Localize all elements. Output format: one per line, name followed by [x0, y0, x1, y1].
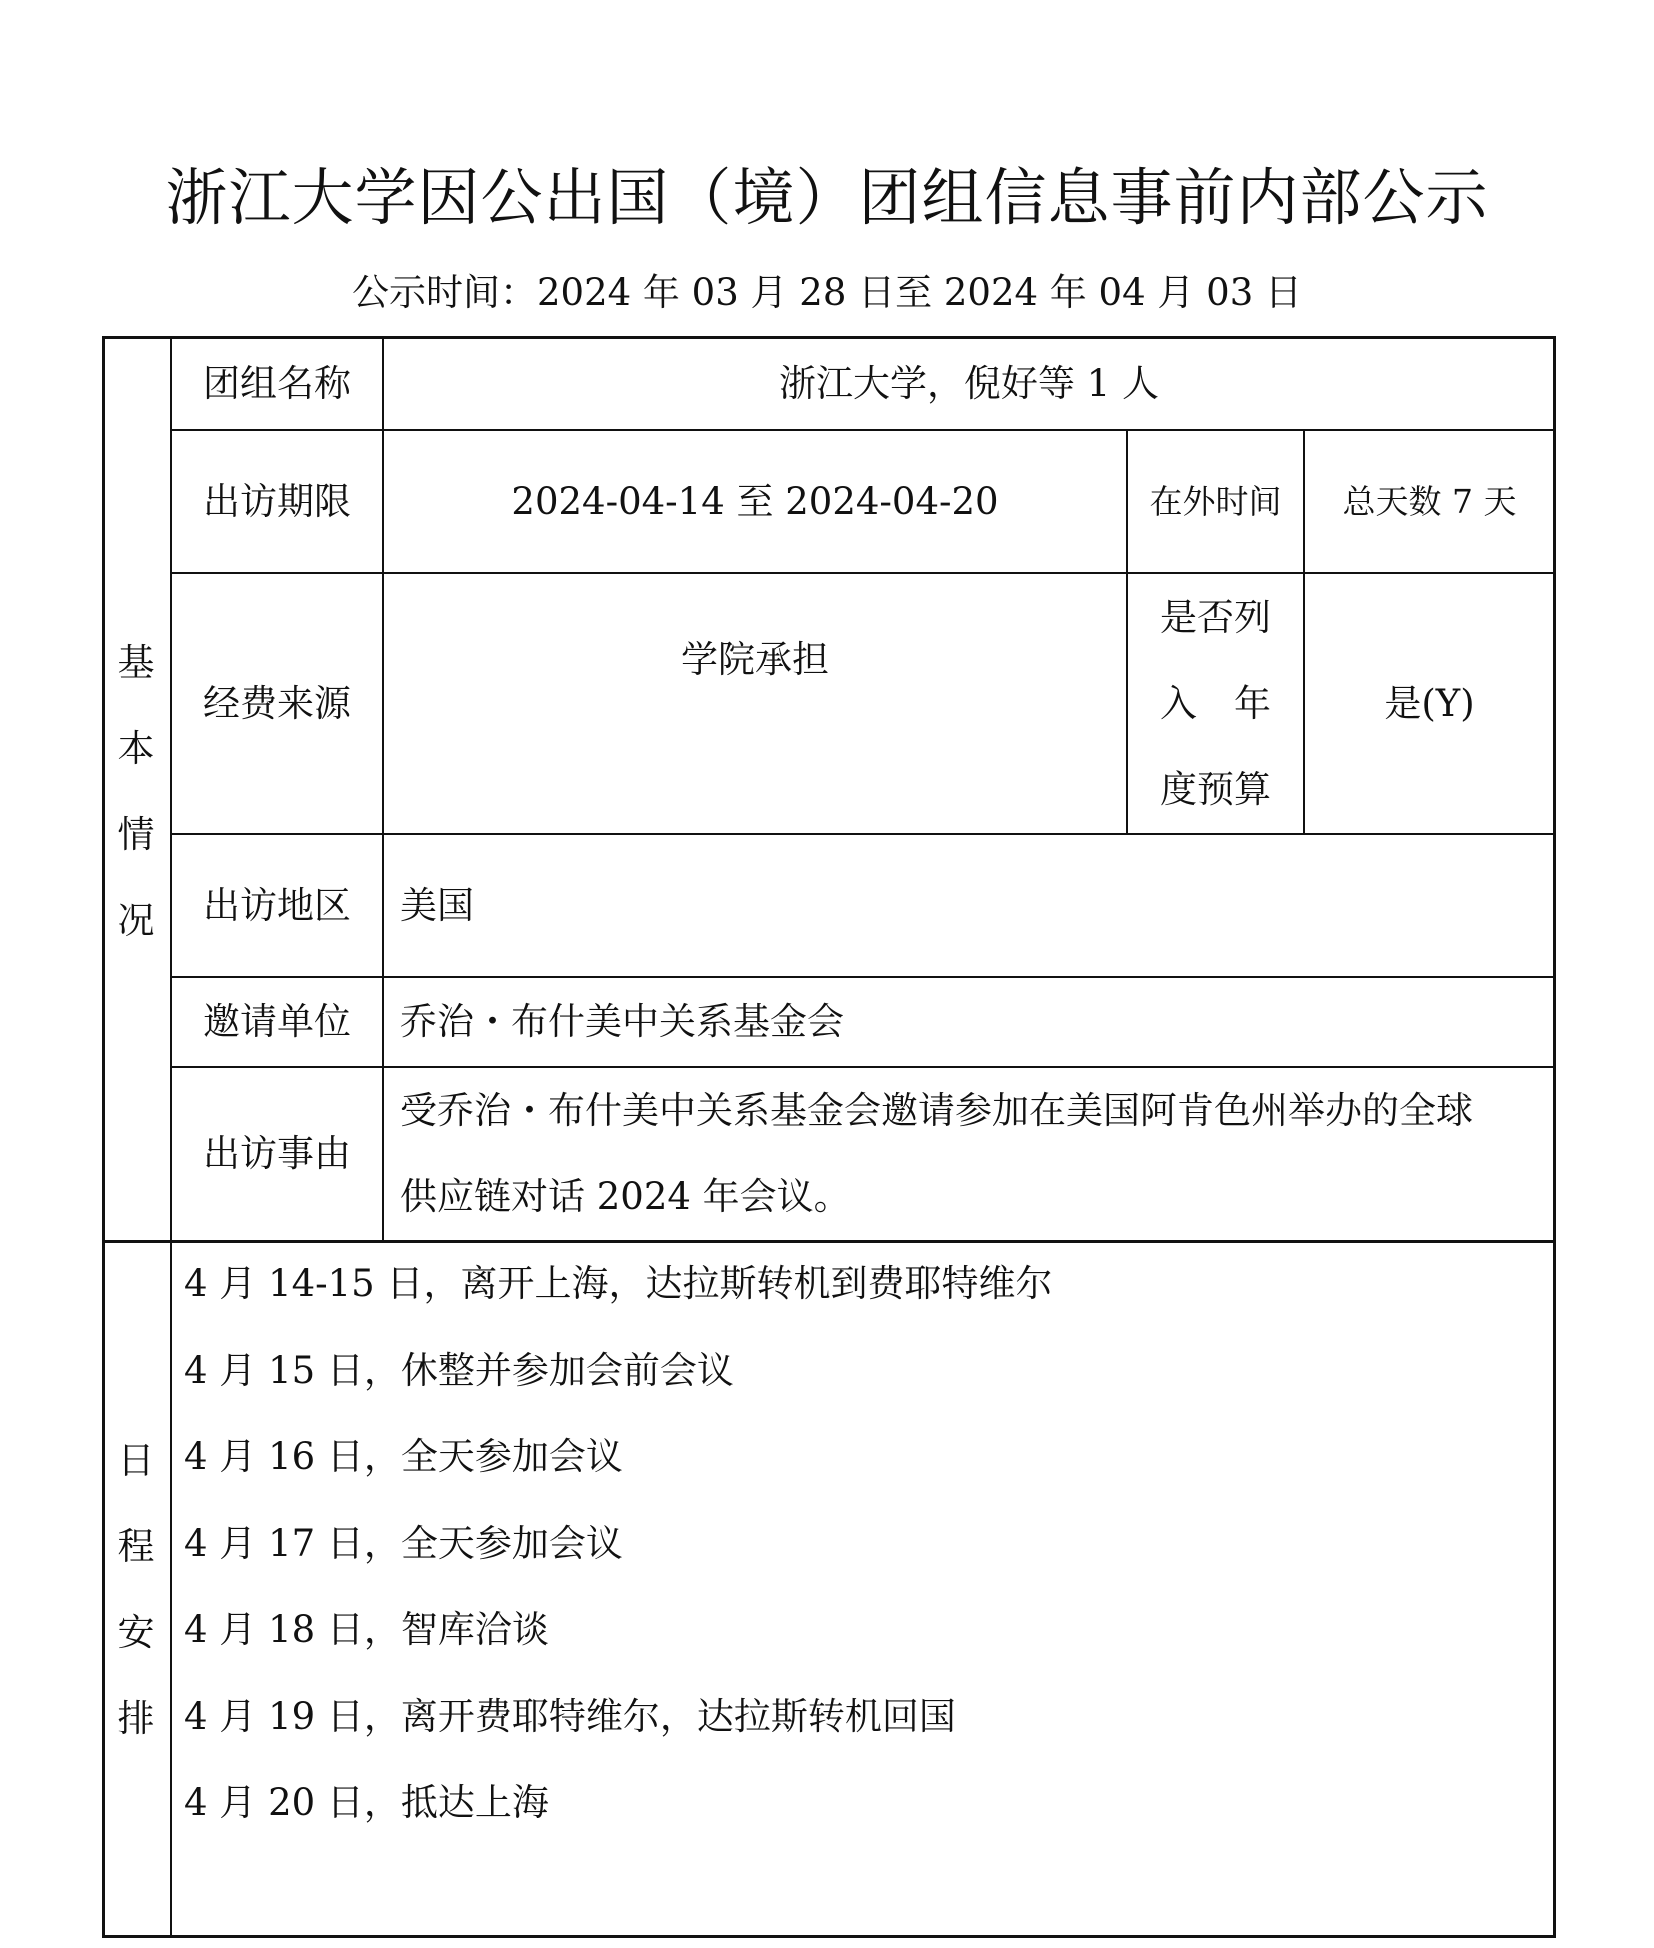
schedule-item: 4 月 18 日，智库洽谈: [184, 1608, 549, 1651]
page-title: 浙江大学因公出国（境）团组信息事前内部公示: [165, 161, 1489, 234]
schedule-item: 4 月 20 日，抵达上海: [184, 1781, 549, 1824]
visit-purpose-value: [400, 1068, 1550, 1240]
schedule-item: 4 月 15 日，休整并参加会前会议: [184, 1348, 734, 1392]
visit-period-label: 出访期限: [203, 479, 351, 523]
schedule-list: [184, 1248, 1524, 1854]
time-abroad-label: 在外时间: [1149, 481, 1282, 521]
purpose-line: 供应链对话 2024 年会议。: [400, 1175, 851, 1218]
basic-info-section-label: 基 本 情 况: [117, 641, 155, 942]
section-divider: [102, 1240, 1556, 1243]
visit-region-label: 出访地区: [203, 883, 351, 927]
publicity-period: 公示时间：2024 年 03 月 28 日至 2024 年 04 月 03 日: [351, 271, 1303, 314]
visit-purpose-label: 出访事由: [203, 1132, 351, 1175]
schedule-section-label: 日 程 安 排: [117, 1439, 155, 1740]
inviting-organization-label: 邀请单位: [203, 1000, 351, 1043]
schedule-item: 4 月 19 日，离开费耶特维尔，达拉斯转机回国: [184, 1694, 956, 1738]
group-name-value: 浙江大学，倪好等 1 人: [778, 361, 1160, 405]
visit-region-value: 美国: [400, 883, 474, 927]
annual-budget-value: 是(Y): [1384, 681, 1475, 725]
funding-source-label: 经费来源: [203, 681, 351, 725]
inviting-organization-value: 乔治・布什美中关系基金会: [400, 1000, 844, 1043]
time-abroad-value: 总天数 7 天: [1342, 481, 1517, 521]
annual-budget-label: 是否列 入 年 度预算: [1160, 595, 1271, 811]
schedule-item: 4 月 17 日，全天参加会议: [184, 1521, 623, 1565]
funding-source-value: 学院承担: [681, 638, 829, 681]
group-name-label: 团组名称: [203, 361, 351, 405]
purpose-line: 受乔治・布什美中关系基金会邀请参加在美国阿肯色州举办的全球: [400, 1089, 1473, 1132]
visit-period-value: 2024-04-14 至 2024-04-20: [511, 479, 999, 523]
schedule-item: 4 月 14-15 日，离开上海，达拉斯转机到费耶特维尔: [184, 1262, 1053, 1305]
schedule-item: 4 月 16 日，全天参加会议: [184, 1435, 623, 1478]
